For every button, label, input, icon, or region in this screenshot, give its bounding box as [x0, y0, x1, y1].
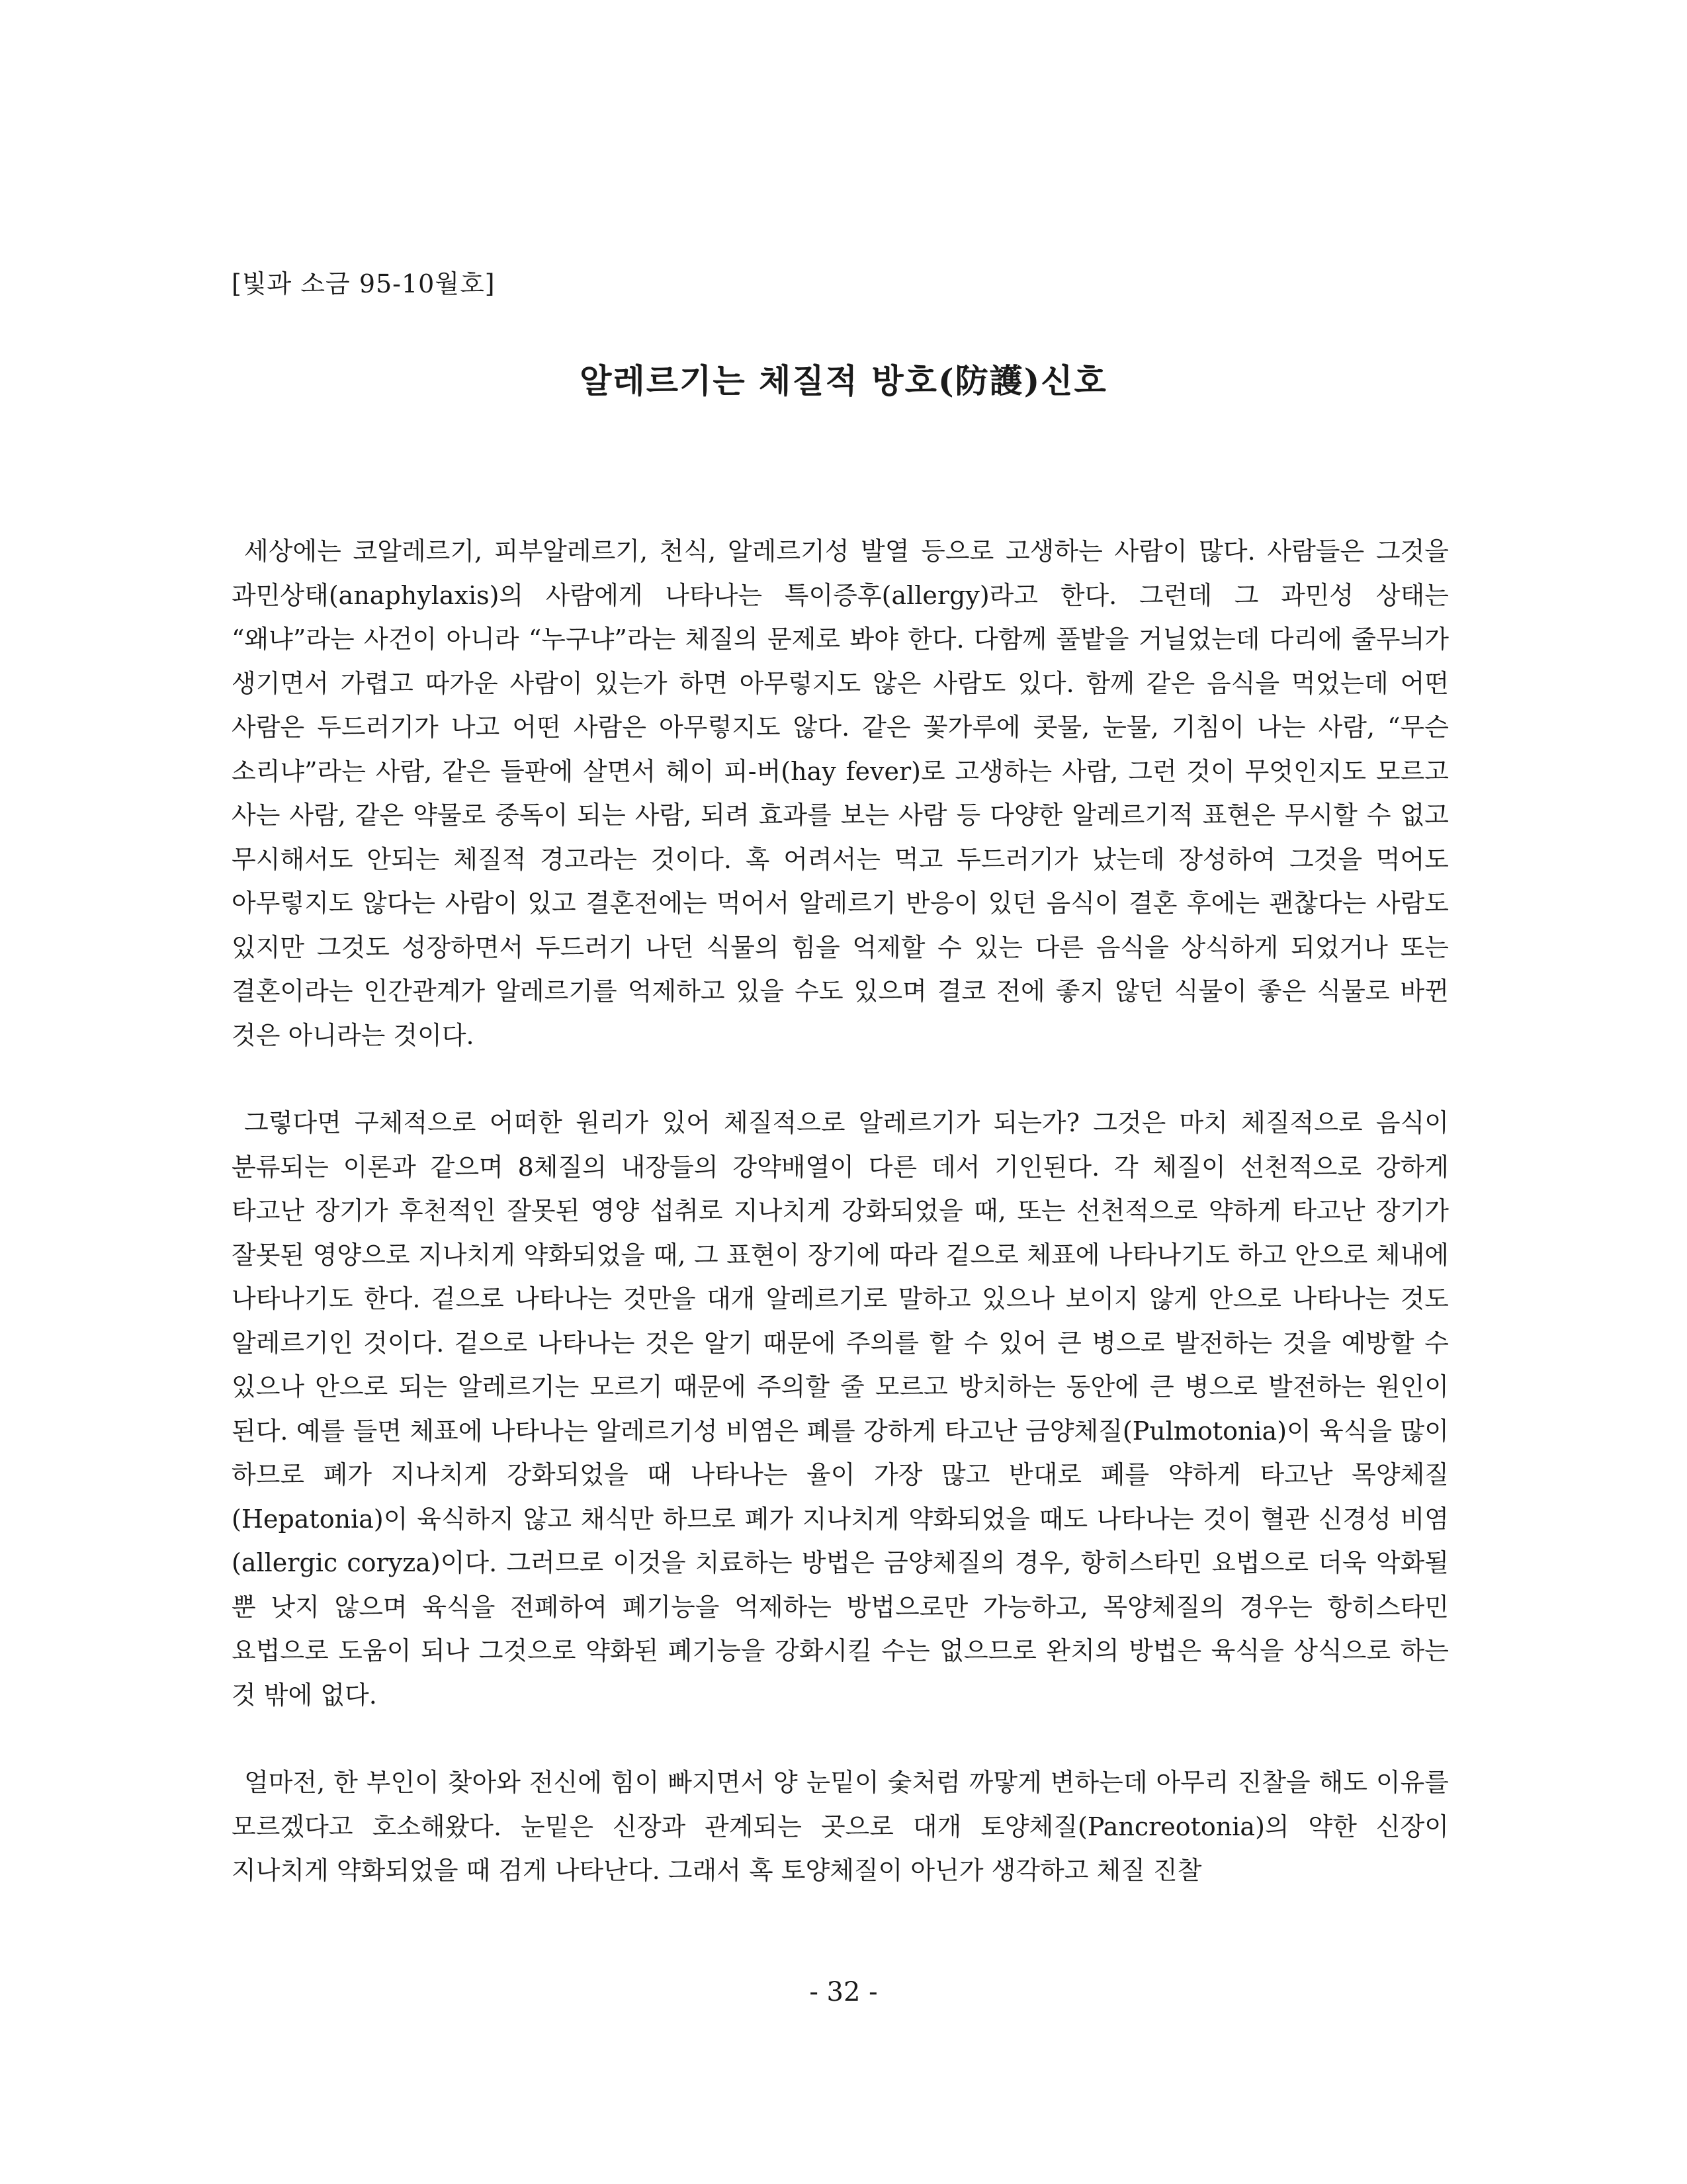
source-note: [빛과 소금 95-10월호] — [232, 269, 496, 298]
paragraph-2: 그렇다면 구체적으로 어떠한 원리가 있어 체질적으로 알레르기가 되는가? 그것은 마치 체질적으로 음식이 분류되는 이론과 같으며 8체질의 내장들의 강약배열이 다른 데서 기인된다. 각 체질이 선천적으로 강하게 타고난 장기가 후천적인 잘못된 영양 섭취로 지나치게 강화되었을 때, 또는 선천적으로 약하게 타고난 장기가 잘못된 영양으로 지나치게 약화되었을 때, 그 표현이 장기에 따라 겉으로 체표에 나타나기도 하고 안으로 체내에 나타나기도 한다. 겉으로 나타나는 것만을 대개 알레르기로 말하고 있으나 보이지 않게 안으로 나타나는 것도 알레르기인 것이다. 겉으로 나타나는 것은 알기 때문에 주의를 할 수 있어 큰 병으로 발전하는 것을 예방할 수 있으나 안으로 되는 알레르기는 모르기 때문에 주의할 줄 모르고 방치하는 동안에 큰 병으로 발전하는 원인이 된다. 예를 들면 체표에 나타나는 알레르기성 비염은 폐를 강하게 타고난 금양체질(Pulmotonia)이 육식을 많이 하므로 폐가 지나치게 강화되었을 때 나타나는 율이 가장 많고 반대로 폐를 약하게 타고난 목양체질(Hepatonia)이 육식하지 않고 채식만 하므로 폐가 지나치게 약화되었을 때도 나타나는 것이 혈관 신경성 비염(allergic coryza)이다. 그러므로 이것을 치료하는 방법은 금양체질의 경우, 항히스타민 요법으로 더욱 악화될 뿐 낫지 않으며 육식을 전폐하여 폐기능을 억제하는 방법으로만 가능하고, 목양체질의 경우는 항히스타민 요법으로 도움이 되나 그것으로 약화된 폐기능을 강화시킬 수는 없으므로 완치의 방법은 육식을 상식으로 하는 것 밖에 없다. — [232, 1108, 1449, 1710]
article-body — [232, 529, 1449, 1893]
paragraph-1: 세상에는 코알레르기, 피부알레르기, 천식, 알레르기성 발열 등으로 고생하는 사람이 많다. 사람들은 그것을 과민상태(anaphylaxis)의 사람에게 나타나는 특이증후(allergy)라고 한다. 그런데 그 과민성 상태는 “왜냐”라는 사건이 아니라 “누구냐”라는 체질의 문제로 봐야 한다. 다함께 풀밭을 거닐었는데 다리에 줄무늬가 생기면서 가렵고 따가운 사람이 있는가 하면 아무렇지도 않은 사람도 있다. 함께 같은 음식을 먹었는데 어떤 사람은 두드러기가 나고 어떤 사람은 아무렇지도 않다. 같은 꽃가루에 콧물, 눈물, 기침이 나는 사람, “무슨 소리냐”라는 사람, 같은 들판에 살면서 헤이 피-버(hay fever)로 고생하는 사람, 그런 것이 무엇인지도 모르고 사는 사람, 같은 약물로 중독이 되는 사람, 되려 효과를 보는 사람 등 다양한 알레르기적 표현은 무시할 수 없고 무시해서도 안되는 체질적 경고라는 것이다. 혹 어려서는 먹고 두드러기가 났는데 장성하여 그것을 먹어도 아무렇지도 않다는 사람이 있고 결혼전에는 먹어서 알레르기 반응이 있던 음식이 결혼 후에는 괜찮다는 사람도 있지만 그것도 성장하면서 두드러기 나던 식물의 힘을 억제할 수 있는 다른 음식을 상식하게 되었거나 또는 결혼이라는 인간관계가 알레르기를 억제하고 있을 수도 있으며 결코 전에 좋지 않던 식물이 좋은 식물로 바뀐 것은 아니라는 것이다. — [232, 537, 1449, 1050]
paragraph-3: 얼마전, 한 부인이 찾아와 전신에 힘이 빠지면서 양 눈밑이 숯처럼 까맣게 변하는데 아무리 진찰을 해도 이유를 모르겠다고 호소해왔다. 눈밑은 신장과 관계되는 곳으로 대개 토양체질(Pancreotonia)의 약한 신장이 지나치게 약화되었을 때 검게 나타난다. 그래서 혹 토양체질이 아닌가 생각하고 체질 진찰 — [232, 1768, 1449, 1885]
article-title: 알레르기는 체질적 방호(防護)신호 — [580, 361, 1107, 400]
page-number: - 32 - — [809, 1977, 878, 2007]
